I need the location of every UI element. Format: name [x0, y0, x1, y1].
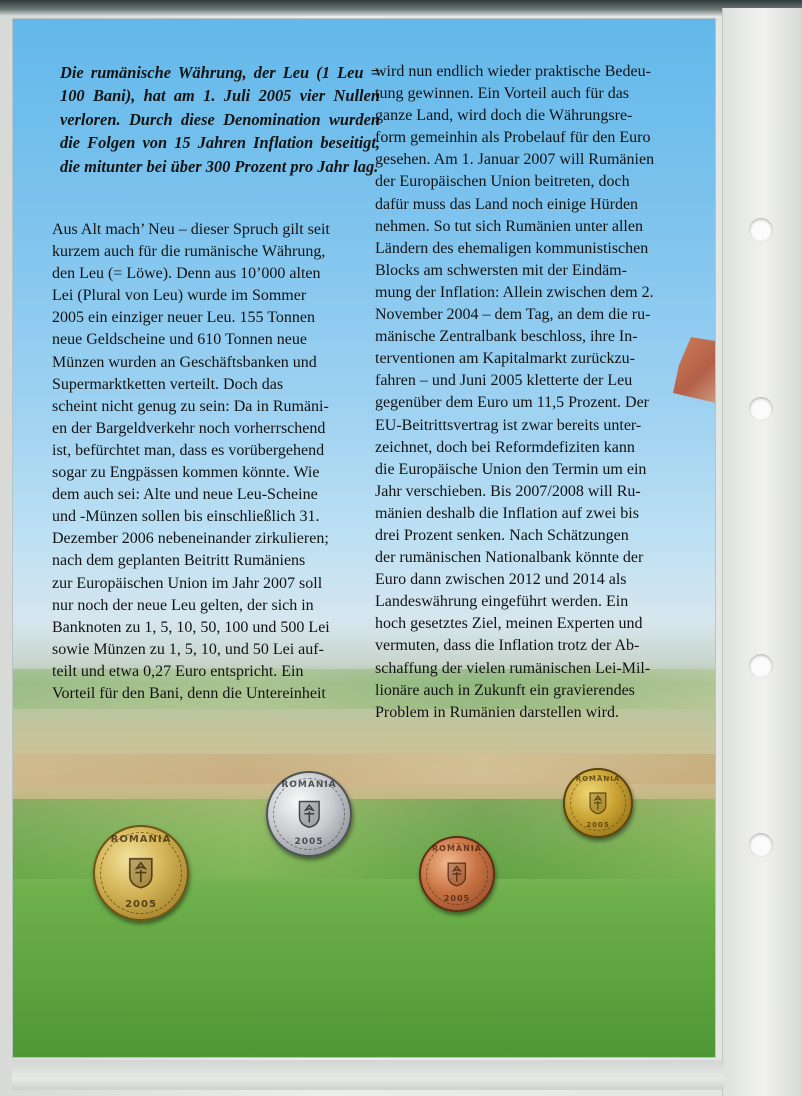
binder-hole [749, 397, 773, 421]
text-line: lionäre auch in Zukunft ein gravierendes [375, 681, 635, 699]
text-line: mänische Zentralbank beschloss, ihre In- [375, 328, 638, 346]
coin-set-card [12, 18, 716, 1058]
text-line: der Europäischen Union beitreten, doch [375, 173, 630, 191]
text-line: nur noch der neue Leu gelten, der sich in [52, 596, 314, 614]
coin-10-bani [266, 771, 352, 857]
article-left-column [52, 219, 364, 705]
text-line: mung der Inflation: Allein zwischen dem 2. [375, 283, 654, 301]
text-line: Dezember 2006 nebeneinander zirkulieren; [52, 530, 329, 548]
text-line: der rumänischen Nationalbank könnte der [375, 549, 644, 567]
coin-year: 2005 [294, 836, 324, 847]
text-line: Vorteil für den Bani, denn die Untereinheit [52, 684, 326, 702]
coin-legend: ROMANIA [575, 775, 621, 784]
text-line: Lei (Plural von Leu) wurde im Sommer [52, 287, 307, 305]
text-line: Banknoten zu 1, 5, 10, 50, 100 und 500 Lei [52, 618, 330, 636]
text-line: en der Bargeldverkehr noch vorherrschend [52, 419, 326, 437]
text-line: schaffung der vielen rumänischen Lei-Mil- [375, 659, 651, 677]
binder-strip [722, 8, 802, 1096]
text-line: ganze Land, wird doch die Währungsre- [375, 107, 633, 125]
text-line: kurzem auch für die rumänische Währung, [52, 243, 326, 261]
text-line: mänien deshalb die Inflation auf zwei bis [375, 504, 639, 522]
sleeve-bottom-edge [12, 1060, 724, 1090]
text-line: nehmen. So tut sich Rumänien unter allen [375, 217, 643, 235]
text-line: form gemeinhin als Probelauf für den Euro [375, 129, 651, 147]
coin-legend: ROMANIA [432, 843, 482, 853]
text-line: und -Münzen sollen bis einschließlich 31. [52, 508, 320, 526]
text-line: 2005 ein einziger neuer Leu. 155 Tonnen [52, 309, 315, 327]
text-line: Aus Alt mach’ Neu – dieser Spruch gilt seit [52, 221, 330, 238]
text-line: Ländern des ehemaligen kommunistischen [375, 239, 649, 257]
text-line: sowie Münzen zu 1, 5, 10, und 50 Lei auf- [52, 640, 324, 658]
text-line: teilt und etwa 0,27 Euro entspricht. Ein [52, 662, 304, 680]
sleeve-top-edge [0, 0, 802, 16]
coin-legend: ROMANIA [110, 834, 172, 846]
coin-5-bani [563, 768, 633, 838]
binder-hole [749, 218, 773, 242]
coin-1-ban [419, 836, 495, 912]
text-line: wird nun endlich wieder praktische Bedeu- [375, 63, 651, 80]
text-line: sogar zu Engpässen kommen könnte. Wie [52, 464, 320, 482]
text-line: dem auch sei: Alte und neue Leu-Scheine [52, 486, 318, 504]
text-line: gesehen. Am 1. Januar 2007 will Rumänien [375, 151, 655, 169]
text-line: Supermarktketten verteilt. Doch das [52, 375, 284, 393]
article-right-column [375, 61, 713, 724]
text-line: tung gewinnen. Ein Vorteil auch für das [375, 85, 630, 103]
text-line: fahren – und Juni 2005 kletterte der Leu [375, 372, 633, 390]
text-line: zur Europäischen Union im Jahr 2007 soll [52, 574, 323, 592]
text-line: den Leu (= Löwe). Denn aus 10’000 alten [52, 265, 321, 283]
text-line: neue Geldscheine und 610 Tonnen neue [52, 331, 307, 349]
text-line: Blocks am schwersten mit der Eindäm- [375, 261, 627, 279]
text-line: terventionen am Kapitalmarkt zurückzu- [375, 350, 635, 368]
text-line: hoch gesetztes Ziel, meinen Experten und [375, 615, 643, 633]
text-line: EU-Beitrittsvertrag ist zwar bereits unter- [375, 416, 642, 434]
text-line: die Europäische Union den Termin um ein [375, 460, 647, 478]
text-line: Landeswährung eingeführt werden. Ein [375, 593, 629, 611]
coin-legend: ROMANIA [281, 779, 337, 790]
lead-paragraph: Die rumänische Währung, der Leu (1 Leu = 100 Bani), hat am 1. Juli 2005 vier Nullen verloren. Durch diese Denomination wurden die Folgen von 15 Jahren Inflation beseitigt, die mitunter bei über 300 Prozent pro Jahr lag. [60, 63, 380, 176]
coin-year: 2005 [586, 821, 610, 830]
binder-hole [749, 654, 773, 678]
text-line: Problem in Rumänien darstellen wird. [375, 703, 619, 721]
text-line: dafür muss das Land noch einige Hürden [375, 195, 639, 213]
coin-year: 2005 [125, 898, 157, 910]
text-line: Jahr verschieben. Bis 2007/2008 will Ru- [375, 482, 641, 500]
coin-50-bani [93, 825, 189, 921]
binder-hole [749, 833, 773, 857]
text-line: zeichnet, doch bei Reformdefiziten kann [375, 438, 635, 456]
text-line: Euro dann zwischen 2012 und 2014 als [375, 571, 627, 589]
text-line: vermuten, dass die Inflation trotz der Ab- [375, 637, 640, 655]
text-line: nach dem geplanten Beitritt Rumäniens [52, 552, 306, 570]
text-line: drei Prozent senken. Nach Schätzungen [375, 526, 629, 544]
text-line: scheint nicht genug zu sein: Da in Rumäni- [52, 397, 329, 415]
text-line: ist, befürchtet man, dass es vorübergehend [52, 441, 325, 459]
coin-year: 2005 [443, 893, 471, 903]
text-line: Münzen wurden an Geschäftsbanken und [52, 353, 317, 371]
text-line: November 2004 – dem Tag, an dem die ru- [375, 306, 651, 324]
text-line: gegenüber dem Euro um 11,5 Prozent. Der [375, 394, 649, 412]
